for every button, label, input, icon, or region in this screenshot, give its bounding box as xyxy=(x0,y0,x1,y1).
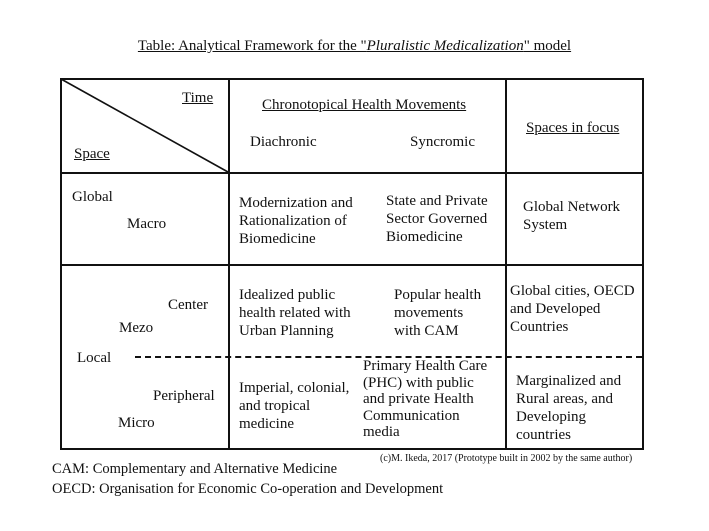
cell-line: health related with xyxy=(239,305,351,321)
cell-line: Marginalized and xyxy=(516,373,622,389)
cell-line: and tropical xyxy=(239,398,311,414)
cell-line: Biomedicine xyxy=(386,229,463,245)
peripheral-syncromic-cell xyxy=(363,358,487,441)
global-label: Global xyxy=(72,189,113,205)
cell-line: Global cities, OECD xyxy=(510,283,635,299)
cell-line: Popular health xyxy=(394,287,482,303)
global-spaces-cell xyxy=(523,198,620,234)
mezo-label: Mezo xyxy=(119,320,154,336)
cell-line: Sector Governed xyxy=(386,211,488,227)
cell-line: Imperial, colonial, xyxy=(239,380,350,396)
macro-label: Macro xyxy=(127,216,167,232)
cell-line: Rationalization of xyxy=(239,213,347,229)
cell-line: State and Private xyxy=(386,193,488,209)
cell-line: Rural areas, and xyxy=(516,391,614,407)
cell-line: Primary Health Care xyxy=(363,358,488,374)
cell-line: Modernization and xyxy=(239,195,353,211)
cell-line: Biomedicine xyxy=(239,231,316,247)
spaces-in-focus-heading: Spaces in focus xyxy=(526,120,620,136)
center-syncromic-cell xyxy=(394,286,481,340)
column-divider-2 xyxy=(505,78,507,450)
cell-line: Global Network xyxy=(523,199,621,215)
cell-line: and Developed xyxy=(510,301,601,317)
cell-line: movements xyxy=(394,305,464,321)
center-label: Center xyxy=(168,297,208,313)
cell-line: and private Health xyxy=(363,391,474,407)
cell-line: Idealized public xyxy=(239,287,336,303)
cell-line: medicine xyxy=(239,416,294,432)
micro-label: Micro xyxy=(118,415,155,431)
global-diachronic-cell xyxy=(239,194,353,248)
center-spaces-cell xyxy=(510,282,635,336)
global-bottom-border xyxy=(60,264,643,266)
cell-line: media xyxy=(363,424,400,440)
time-label: Time xyxy=(182,90,214,106)
local-label: Local xyxy=(77,350,112,366)
syncromic-heading: Syncromic xyxy=(410,134,475,150)
cell-line: with CAM xyxy=(394,323,459,339)
diachronic-heading: Diachronic xyxy=(250,134,317,150)
cell-line: Developing xyxy=(516,409,586,425)
cell-line: Urban Planning xyxy=(239,323,334,339)
cell-line: countries xyxy=(516,427,571,443)
copyright-credit: (c)M. Ikeda, 2017 (Prototype built in 2002 by the same author) xyxy=(380,453,633,464)
cell-line: (PHC) with public xyxy=(363,374,474,391)
center-diachronic-cell xyxy=(239,286,351,340)
cell-line: System xyxy=(523,217,568,233)
title-emphasis: Pluralistic Medicalization xyxy=(366,38,524,54)
table-bottom-border xyxy=(60,448,643,450)
peripheral-spaces-cell xyxy=(516,372,621,444)
footnote-cam: CAM: Complementary and Alternative Medicine xyxy=(52,461,338,477)
peripheral-diachronic-cell xyxy=(239,379,349,433)
table-right-border xyxy=(642,78,644,450)
space-label: Space xyxy=(74,146,110,162)
title-suffix: " model xyxy=(523,38,572,54)
cell-line: Countries xyxy=(510,319,569,335)
chronotopical-heading: Chronotopical Health Movements xyxy=(262,97,467,113)
footnote-oecd: OECD: Organisation for Economic Co-operation and Development xyxy=(52,481,444,497)
title-prefix: Table: Analytical Framework for the " xyxy=(137,38,367,54)
peripheral-label: Peripheral xyxy=(153,388,215,404)
cell-line: Communication xyxy=(363,407,460,424)
table-title xyxy=(0,38,709,55)
global-syncromic-cell xyxy=(386,192,488,246)
